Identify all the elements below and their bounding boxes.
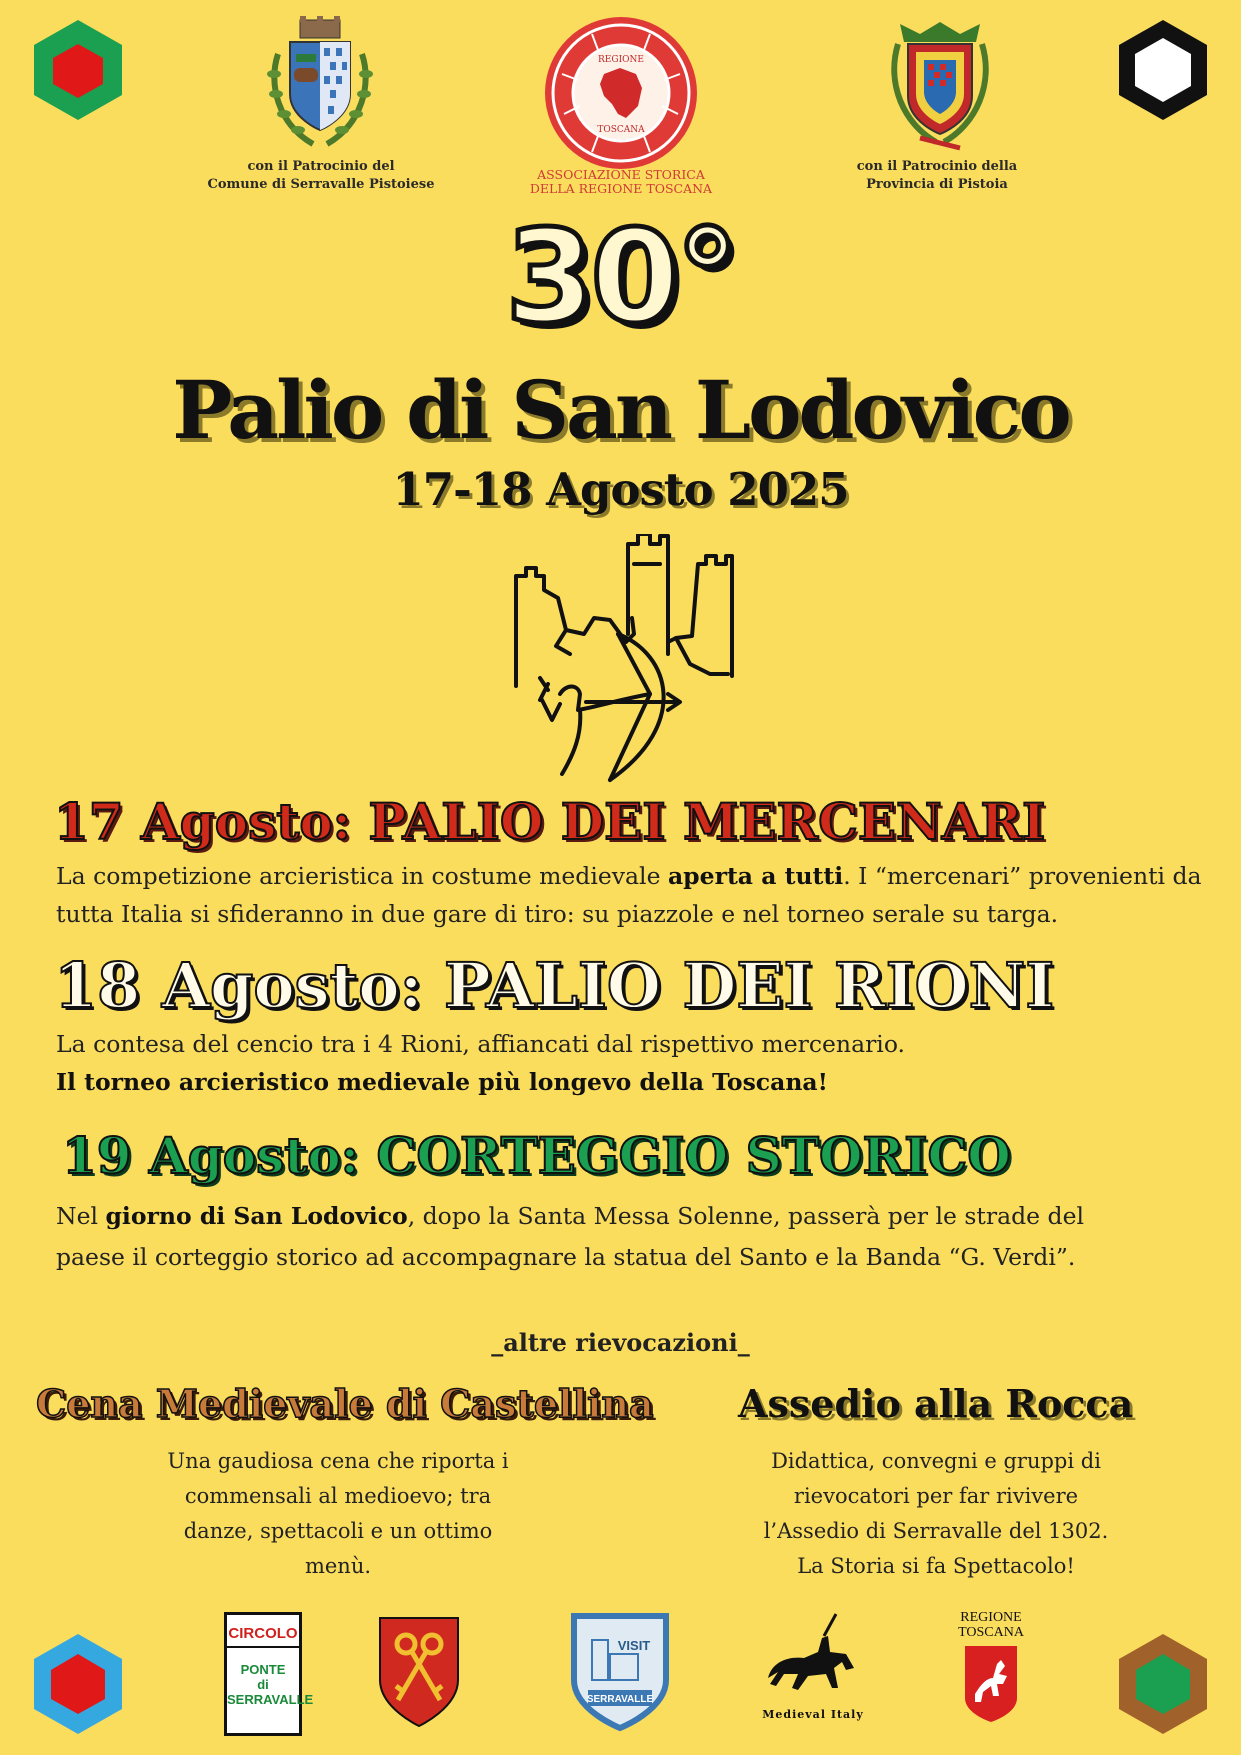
circolo-ponte-label: PONTE [240,1662,286,1677]
section-18-line-1: La contesa del cencio tra i 4 Rioni, affiancati dal rispettivo mercenario. [56,1030,906,1058]
keys-shield-crest [378,1616,460,1728]
section-18-text [56,1025,1206,1101]
comune-serravalle-crest [258,14,382,154]
edition-number: 30° [505,203,736,352]
circolo-ponte-logo [224,1612,314,1736]
logo-ring-top-text: REGIONE [598,55,644,65]
event-dates: 17-18 Agosto 2025 [392,463,849,516]
section-19-heading: 19 Agosto: CORTEGGIO STORICO [62,1126,1011,1185]
hexagon-red-blue-icon [32,1632,124,1736]
assedio-line-3: l’Assedio di Serravalle del 1302. [763,1519,1109,1543]
circolo-di-label: di [257,1677,269,1692]
visit-label: VISIT [617,1638,651,1653]
section-19-text [56,1196,1206,1278]
logo-ring-bottom-text: TOSCANA [597,125,645,135]
assedio-line-2: rievocatori per far rivivere [793,1484,1079,1508]
assedio-rocca-text [726,1444,1146,1584]
regione-label: REGIONE [960,1610,1022,1625]
section-17-heading: 17 Agosto: PALIO DEI MERCENARI [54,792,1046,851]
cena-line-3: danze, spettacoli e un ottimo [183,1519,493,1543]
assedio-line-4: La Storia si fa Spettacolo! [797,1554,1075,1578]
event-title: Palio di San Lodovico [172,363,1069,457]
section-17-text [56,857,1206,933]
center-caption-line-1: ASSOCIAZIONE STORICA [537,167,705,182]
section-17-line-2: tutta Italia si sfideranno in due gare di tiro: su piazzole e nel torneo serale su targa. [56,900,1059,928]
patron-left-line-2: Comune di Serravalle Pistoiese [207,177,435,192]
hexagon-white-black-icon [1117,18,1209,122]
section-19-line-1c: , dopo la Santa Messa Solenne, passerà per le strade del [407,1202,1084,1230]
cena-line-1: Una gaudiosa cena che riporta i [167,1449,509,1473]
visit-serravalle-label: SERRAVALLE [586,1694,654,1705]
section-17-line-1 [56,857,1206,895]
castle-archer-illustration [500,534,746,786]
provincia-pistoia-crest [880,14,1000,154]
assedio-rocca-heading: Assedio alla Rocca [738,1381,1134,1426]
section-17-line-1a: La competizione arcieristica in costume medievale [56,862,668,890]
regione-toscana-association-logo [542,14,700,172]
section-18-heading: 18 Agosto: PALIO DEI RIONI [54,949,1055,1022]
altre-rievocazioni-label: _altre rievocazioni_ [491,1328,750,1357]
cena-medievale-text [136,1444,540,1584]
section-17-line-1b: aperta a tutti [667,862,844,890]
medieval-italy-label: Medieval Italy [762,1708,864,1721]
section-19-line-1 [56,1196,1206,1237]
cena-medievale-heading: Cena Medievale di Castellina [36,1381,654,1426]
toscana-label: TOSCANA [958,1625,1024,1640]
section-17-line-1c: . I “mercenari” provenienti da [843,862,1202,890]
section-19-line-2: paese il corteggio storico ad accompagnare la statua del Santo e la Banda “G. Verdi”. [56,1243,1076,1271]
regione-toscana-logo [952,1610,1030,1728]
patron-left-line-1: con il Patrocinio del [247,159,395,174]
circolo-label: CIRCOLO [227,1625,299,1648]
section-18-line-2: Il torneo arcieristico medievale più longevo della Toscana! [56,1068,828,1096]
pegasus-shield-icon [963,1644,1019,1724]
patron-right-line-1: con il Patrocinio della [856,159,1018,174]
hexagon-red-green-icon [32,18,124,122]
cena-line-2: commensali al medioevo; tra [184,1484,492,1508]
patron-right-line-2: Provincia di Pistoia [866,177,1008,192]
section-19-line-1b: giorno di San Lodovico [105,1202,408,1230]
visit-serravalle-badge [568,1610,672,1732]
cena-line-4: menù. [304,1554,372,1578]
patron-right-text [822,158,1052,194]
patron-left-text [206,158,436,194]
medieval-italy-knight-icon [758,1612,868,1696]
assedio-line-1: Didattica, convegni e gruppi di [771,1449,1101,1473]
circolo-serravalle-label: SERRAVALLE [227,1692,314,1707]
section-19-line-1a: Nel [56,1202,106,1230]
hexagon-green-brown-icon [1117,1632,1209,1736]
center-logo-caption [510,168,732,196]
center-caption-line-2: DELLA REGIONE TOSCANA [529,181,713,196]
